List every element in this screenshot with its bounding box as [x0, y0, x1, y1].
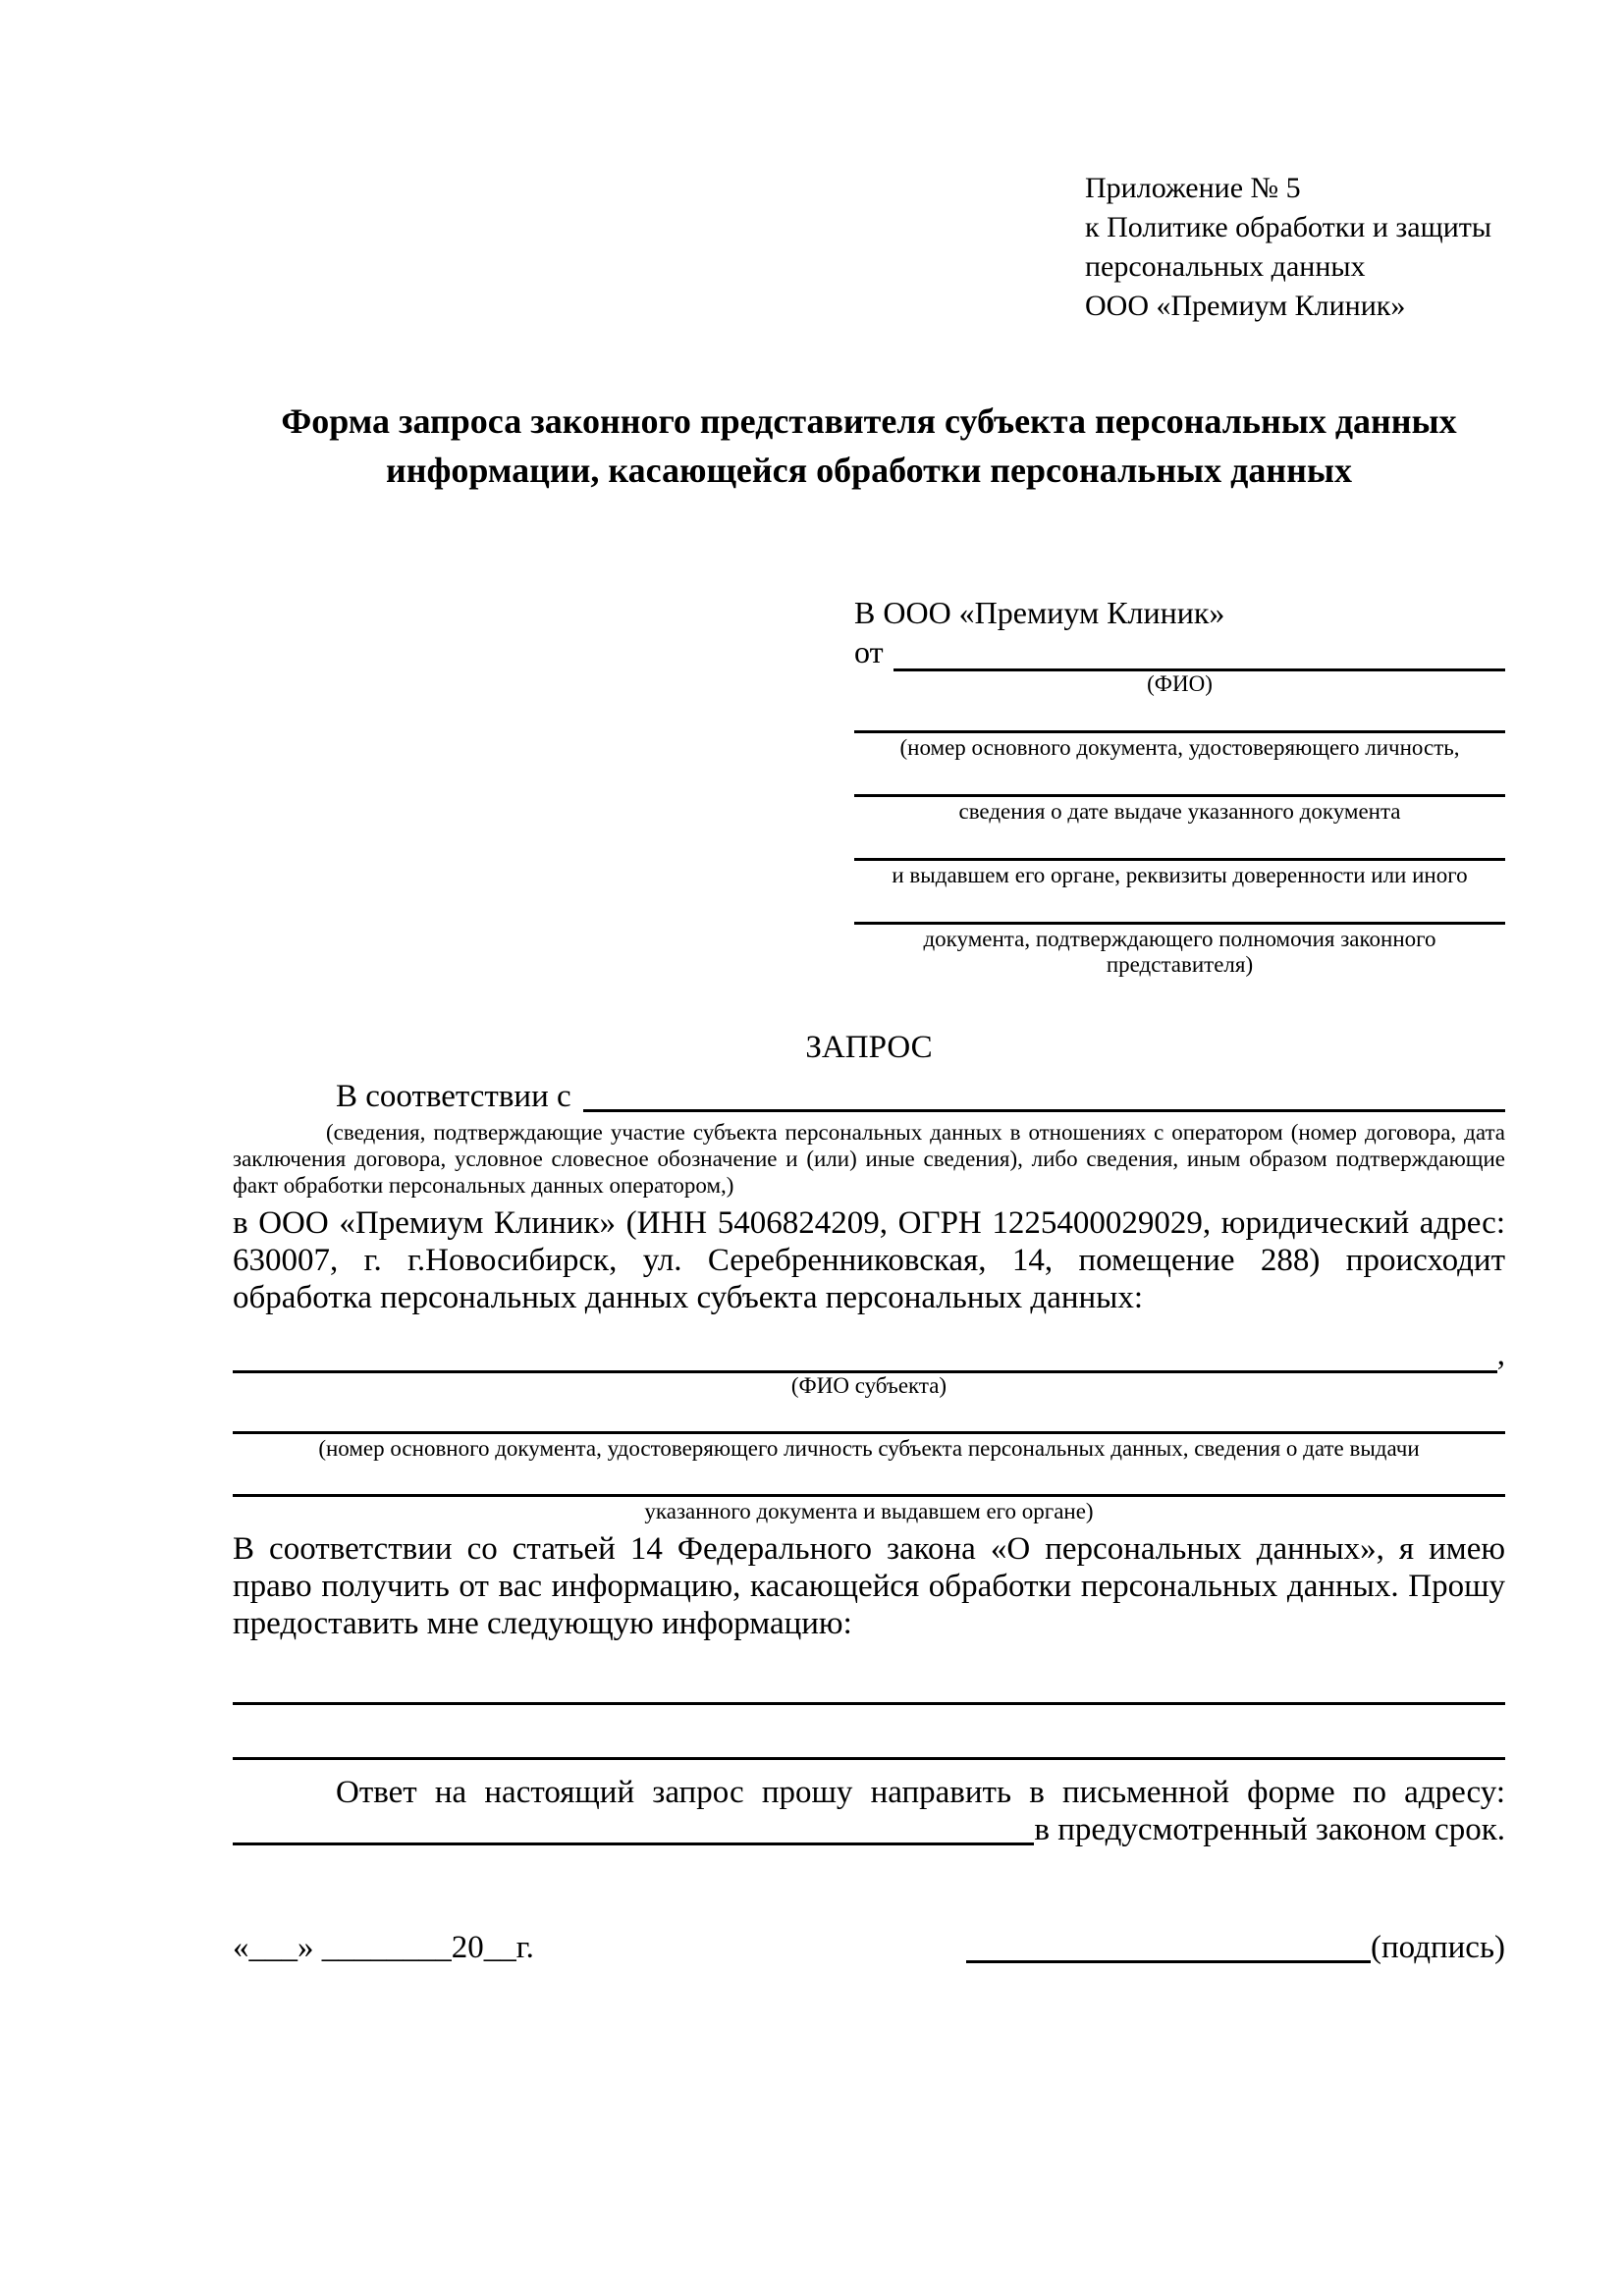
appendix-block [1085, 169, 1505, 326]
intro-fill-line [583, 1079, 1505, 1112]
doc-fill-line [854, 761, 1505, 797]
operator-paragraph: в ООО «Премиум Клиник» (ИНН 5406824209, ОГРН 1225400029029, юридический адрес: 630007, г. г.Новосибирск, ул. Серебренниковская, 14, помещение 288) происходит обработка персональных данных субъекта персональных данных: [233, 1205, 1505, 1315]
reply-paragraph: Ответ на настоящий запрос прошу направить в письменной форме по адресу: [336, 1775, 1505, 1810]
appendix-line: Приложение № 5 [1085, 172, 1301, 204]
appendix-line: к Политике обработки и защиты [1085, 211, 1492, 243]
subject-doc-fill-line [233, 1399, 1505, 1434]
addressee-to: В ООО «Премиум Клиник» [854, 595, 1225, 630]
from-label: от [854, 634, 884, 669]
intro-label: В соответствии с [336, 1079, 571, 1114]
blank-fill-line [233, 1650, 1505, 1705]
reply-suffix: в предусмотренный законом срок. [1034, 1812, 1505, 1847]
appendix-line: персональных данных [1085, 250, 1366, 283]
subject-fill-row [233, 1336, 1505, 1373]
request-heading: ЗАПРОС [805, 1030, 933, 1065]
signature-fill-line [966, 1930, 1371, 1963]
subject-doc-fill-line [233, 1462, 1505, 1497]
doc-fill-line [854, 888, 1505, 925]
subject-caption: (номер основного документа, удостоверяющего личность субъекта персональных данных, сведения о дате выдачи [318, 1436, 1420, 1461]
doc-caption: сведения о дате выдаче указанного документа [958, 799, 1401, 824]
doc-caption: документа, подтверждающего полномочия законного представителя) [923, 927, 1436, 977]
reply-fill-row [233, 1811, 1505, 1848]
subject-caption: указанного документа и выдавшем его органе) [644, 1499, 1094, 1523]
law-paragraph: В соответствии со статьей 14 Федерального закона «О персональных данных», я имею право получить от вас информацию, касающейся обработки персональных данных. Прошу предоставить мне следующую информацию: [233, 1531, 1505, 1641]
fio-caption: (ФИО) [1147, 671, 1213, 696]
doc-caption: и выдавшем его органе, реквизиты доверенности или иного [892, 863, 1468, 887]
intro-row [233, 1078, 1505, 1115]
date-line: «___» ________20__г. [233, 1930, 534, 1965]
from-row [854, 632, 1505, 671]
addressee-block [854, 593, 1505, 978]
footer-row [233, 1929, 1505, 1966]
subject-fill-line [233, 1338, 1497, 1373]
signature-block [966, 1929, 1505, 1966]
doc-fill-line [854, 697, 1505, 733]
doc-caption: (номер основного документа, удостоверяющего личность, [899, 735, 1460, 760]
intro-note: (сведения, подтверждающие участие субъекта персональных данных в отношениях с оператором (номер договора, дата заключения договора, условное словесное обозначение и (или) иные сведения), либо сведения, иным образом подтверждающие факт обработки персональных данных оператором,) [233, 1120, 1505, 1198]
blank-fill-line [233, 1705, 1505, 1760]
subject-caption: (ФИО субъекта) [790, 1373, 947, 1398]
document-title: Форма запроса законного представителя субъекта персональных данных информации, касающейся обработки персональных данных [281, 401, 1457, 490]
appendix-line: ООО «Премиум Клиник» [1085, 290, 1406, 322]
reply-address-fill-line [233, 1812, 1034, 1845]
trailing-comma: , [1496, 1337, 1505, 1372]
from-fill-line [893, 638, 1505, 671]
signature-caption: (подпись) [1371, 1930, 1505, 1965]
doc-fill-line [854, 825, 1505, 861]
information-blank-lines [233, 1650, 1505, 1760]
